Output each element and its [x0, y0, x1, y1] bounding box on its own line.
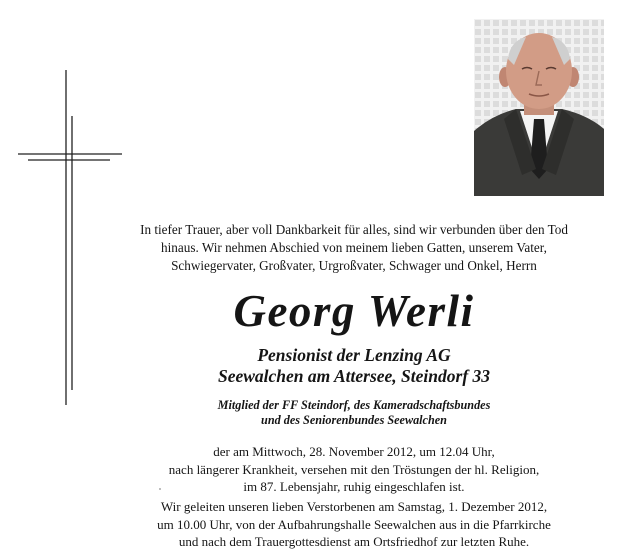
membership-text: Mitglied der FF Steindorf, des Kameradschaftsbundes und des Seniorenbundes Seewalchen	[217, 398, 491, 427]
death-details: der am Mittwoch, 28. November 2012, um 12.04 Uhr, nach längerer Krankheit, versehen mit den Tröstungen der hl. Religion, im 87. Lebensjahr, ruhig eingeschlafen ist.	[168, 444, 540, 494]
intro-text: In tiefer Trauer, aber voll Dankbarkeit für alles, sind wir verbunden über den Tod hinaus. Wir nehmen Abschied von meinem lieben Gatten, unserem Vater, Schwiegervater, Großvater, Urgroßvater, Schwager und Onkel, Herrn	[140, 222, 568, 273]
funeral-details: Wir geleiten unseren lieben Verstorbenen am Samstag, 1. Dezember 2012, um 10.00 Uhr, von der Aufbahrungshalle Seewalchen aus in die Pfarrkirche und nach dem Trauergottesdienst am Ortsfriedhof zur letzten Ruhe.	[157, 499, 551, 549]
portrait-photo	[474, 19, 604, 196]
occupation-and-address: Pensionist der Lenzing AG Seewalchen am Attersee, Steindorf 33	[217, 345, 491, 386]
deceased-name: Georg Werli	[233, 286, 475, 336]
